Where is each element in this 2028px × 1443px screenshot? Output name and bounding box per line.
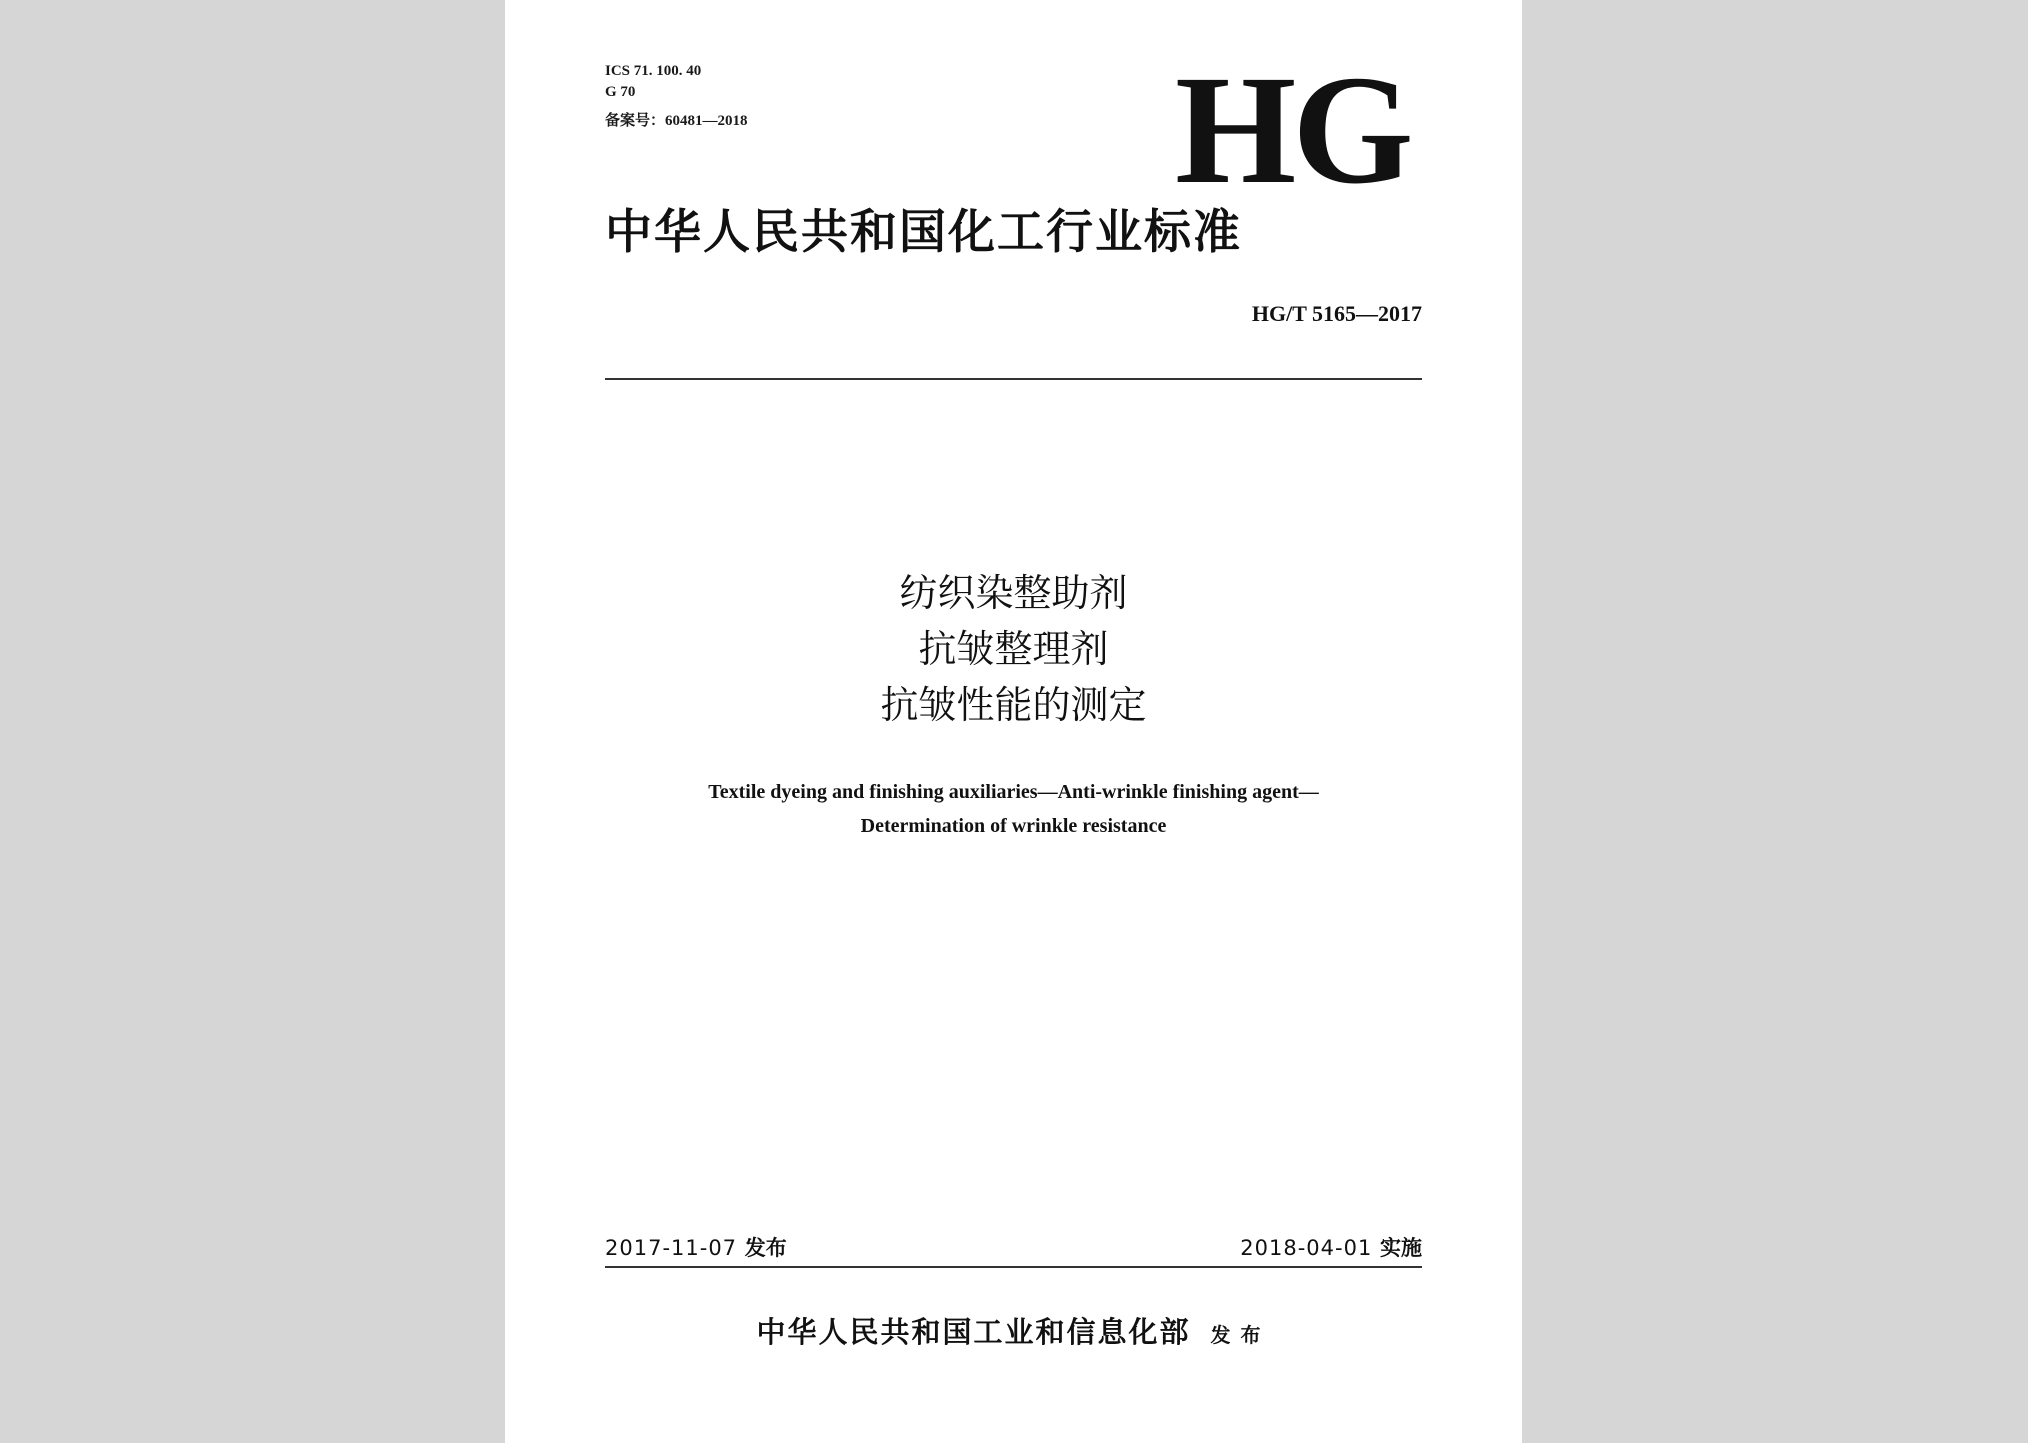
top-divider: [605, 378, 1422, 380]
ics-code: [605, 62, 701, 80]
implement-date-label: 实施: [1380, 1236, 1422, 1260]
ccs-code-text: G 70: [605, 84, 636, 100]
ccs-code: [605, 83, 635, 101]
english-title: [505, 775, 1522, 843]
issue-date-value: 2017-11-07: [605, 1236, 738, 1260]
chinese-title: [505, 565, 1522, 733]
issue-date-label: 发布: [744, 1236, 787, 1260]
date-row: [605, 1232, 1422, 1264]
chinese-title-line-1: 纺织染整助剂: [899, 571, 1128, 615]
publisher-name: 中华人民共和国工业和信息化部: [756, 1315, 1191, 1349]
document-page: [505, 0, 1522, 1443]
standard-category-title: 中华人民共和国化工行业标准: [605, 205, 1242, 260]
implement-date: [1240, 1232, 1422, 1264]
publisher: [505, 1310, 1522, 1351]
record-number-label: 备案号：: [605, 111, 666, 129]
chinese-title-line-3: 抗皱性能的测定: [880, 683, 1147, 727]
publisher-action: 发布: [1210, 1323, 1271, 1347]
issue-date: [605, 1232, 787, 1264]
implement-date-value: 2018-04-01: [1240, 1236, 1373, 1260]
hg-logo: HG: [1175, 43, 1410, 216]
standard-code: HG/T 5165—2017: [1251, 301, 1422, 326]
record-number-value: 60481—2018: [665, 113, 748, 129]
english-title-line-2: Determination of wrinkle resistance: [860, 815, 1167, 837]
english-title-line-1: Textile dyeing and finishing auxiliaries—Anti-wrinkle finishing agent—: [708, 781, 1319, 803]
bottom-divider: [605, 1266, 1422, 1268]
ics-code-text: ICS 71. 100. 40: [605, 63, 702, 79]
chinese-title-line-2: 抗皱整理剂: [918, 627, 1109, 671]
record-number: [605, 111, 748, 130]
